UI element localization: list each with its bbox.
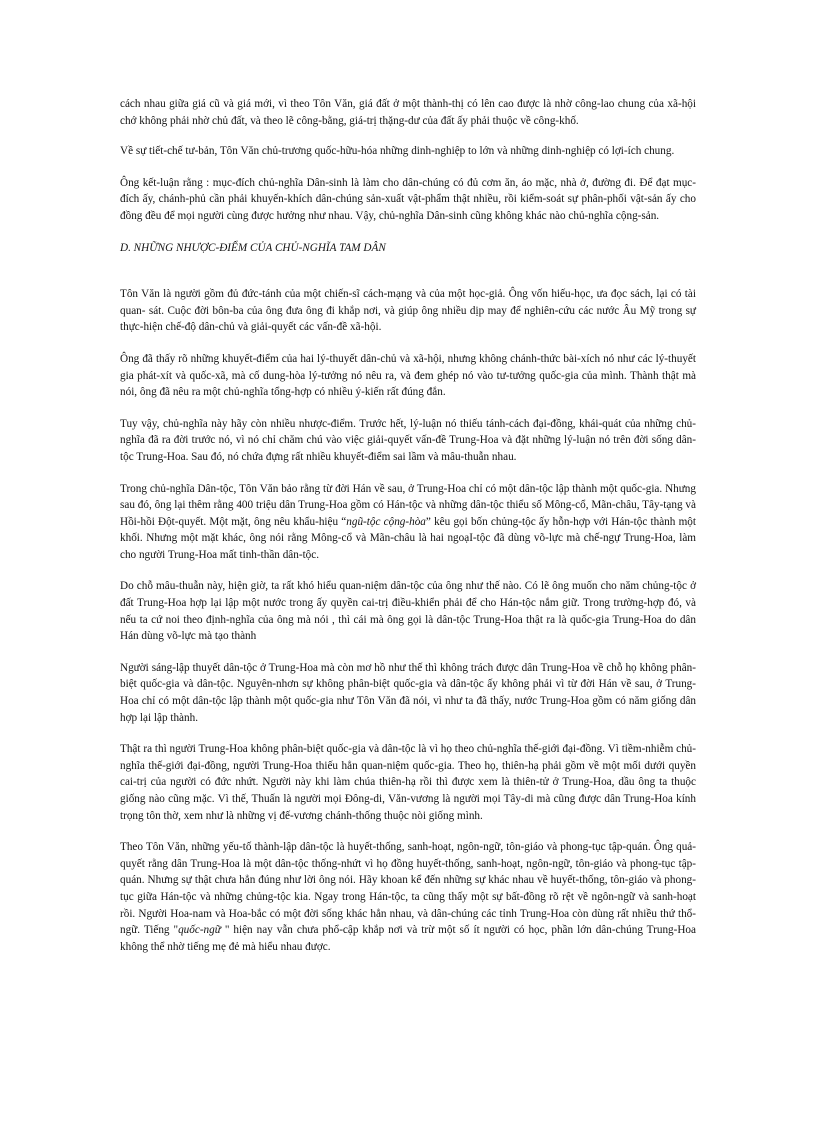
- paragraph-universalism: Thật ra thì người Trung-Hoa không phân-biệt quốc-gia và dân-tộc là vì họ theo chủ-nghĩa thế-giới đại-đồng. Vì tiềm-nhiễm chủ-nghĩa thế-giới đại-đồng, người Trung-Hoa thiếu hẳn quan-niệm quốc-gia. Theo họ, thiên-hạ phải gồm về một mối dưới quyền cai-trị của người có đức nhứt. Người này khi làm chúa thiên-hạ rồi thì được xem là thiên-tử ở Trung-Hoa, dầu ông ta thuộc giống nào cũng mặc. Vì thế, Thuấn là người mọi Đông-di, Văn-vương là người mọi Tây-di mà cũng được dân Trung-Hoa kính trọng tôn thờ, xem như là những vị đế-vương chánh-thống thuộc nòi giống mình.: [120, 743, 696, 822]
- paragraph-nationalism-contradiction: [120, 481, 696, 564]
- paragraph-land-value: cách nhau giữa giá cũ và giá mới, vì theo Tôn Văn, giá đất ở một thành-thị có lên cao được là nhờ công-lao chung của xã-hội chớ không phải nhờ chủ đất, và theo lẽ công-bằng, giá-trị thặng-dư của đất ấy phải thuộc về công-khố.: [120, 98, 696, 127]
- paragraph-text-part: " hiện nay vẫn chưa phổ-cập khắp nơi và trừ một số ít người có học, phần lớn dân-chúng Trung-Hoa không thể nhờ tiếng mẹ đẻ mà hiểu nhau được.: [120, 924, 696, 953]
- paragraph-italic-term: quốc-ngữ: [178, 924, 221, 937]
- paragraph-nation-elements: [120, 839, 696, 955]
- section-heading: D. NHỮNG NHƯỢC-ĐIỂM CỦA CHỦ-NGHĨA TAM DÂN: [120, 241, 386, 254]
- paragraph-weaknesses-intro: Tuy vậy, chủ-nghĩa này hãy còn nhiều nhược-điểm. Trước hết, lý-luận nó thiếu tánh-cách đại-đồng, khái-quát của những chủ-nghĩa đã ra đời trước nó, vì nó chỉ chăm chú vào việc giải-quyết vấn-đề Trung-Hoa và đặt những lý-luận nó trên đời sống dân-tộc Trung-Hoa. Sau đó, nó chứa đựng rất nhiều khuyết-điểm sai lầm và mâu-thuẫn nhau.: [120, 417, 696, 463]
- paragraph-text-part: Trong chủ-nghĩa Dân-tộc, Tôn Văn bảo rằng từ đời Hán về sau, ở Trung-Hoa chỉ có một dân-tộc lập thành một quốc-gia. Nhưng sau đó, ông lại thêm rằng 400 triệu dân Trung-Hoa gồm có Hán-tộc và những dân-tộc thiểu số Mông-cổ, Mãn-châu, Tây-tạng và Hồi-hồi Đột-quyết. Một mặt, ông nêu khẩu-hiệu “: [120, 482, 696, 528]
- paragraph-nation-vs-state: Người sáng-lập thuyết dân-tộc ở Trung-Hoa mà còn mơ hồ như thế thì không trách được dân Trung-Hoa về chỗ họ không phân-biệt quốc-gia và dân-tộc. Nguyên-nhơn sự không phân-biệt quốc-gia và dân-tộc ấy không phải vì từ đời Hán về sau, ở Trung-Hoa chỉ có một dân-tộc lập thành một quốc-gia như Tôn Văn đã nói, vì như ta đã thấy, nước Trung-Hoa gồm có năm giống dân hợp lại lập thành.: [120, 661, 696, 724]
- paragraph-text-part: ” kêu gọi bốn chủng-tộc ấy hỗn-hợp với Hán-tộc thành một khối. Nhưng một mặt khác, ông nói rằng Mông-cổ và Mãn-châu là hai ngoạI-tộc đã dùng võ-lực mà chế-ngự Trung-Hoa, làm cho người Trung-Hoa mất tinh-thần dân-tộc.: [120, 515, 696, 561]
- paragraph-capital-control: Về sự tiết-chế tư-bản, Tôn Văn chủ-trương quốc-hữu-hóa những dinh-nghiệp to lớn và những dinh-nghiệp có lợi-ích chung.: [120, 145, 675, 158]
- paragraph-sun-yat-sen-character: Tôn Văn là người gồm đủ đức-tánh của một chiến-sĩ cách-mạng và của một học-giả. Ông vốn hiếu-học, ưa đọc sách, lại có tài quan- sát. Cuộc đời bôn-ba của ông đưa ông đi khắp nơi, và giúp ông nhiều dịp may để nghiên-cứu các nước Âu Mỹ trong sự thực-hiện chế-độ dân-chủ và giải-quyết các vấn-đề xã-hội.: [120, 288, 696, 334]
- paragraph-text-part: Theo Tôn Văn, những yếu-tố thành-lập dân-tộc là huyết-thống, sanh-hoạt, ngôn-ngữ, tôn-giáo và phong-tục tập-quán. Ông quả-quyết rằng dân Trung-Hoa là một dân-tộc thống-nhứt vì họ đồng huyết-thống, sanh-hoạt, ngôn-ngữ, tôn-giáo và phong-tục tập-quán. Nhưng sự thật chưa hẳn đúng như lời ông nói. Hãy khoan kể đến những sự khác nhau về huyết-thống, tôn-giáo và phong-tục giữa Hán-tộc và những chủng-tộc kia. Ngay trong Hán-tộc, ta cũng thấy một sự bất-đồng rõ rệt về ngôn-ngữ và sanh-hoạt rồi. Người Hoa-nam và Hoa-bắc có một đời sống khác hẳn nhau, và dân-chúng các tỉnh Trung-Hoa còn dùng rất nhiều thứ thổ-ngữ. Tiếng ": [120, 841, 696, 937]
- document-page: [120, 96, 696, 970]
- paragraph-weaknesses-of-theories: Ông đã thấy rõ những khuyết-điểm của hai lý-thuyết dân-chủ và xã-hội, nhưng không chánh-thức bài-xích nó như các lý-thuyết gia phát-xít và quốc-xã, mà cố dung-hòa lý-tưởng nó nêu ra, và đem ghép nó vào tư-tưởng quốc-gia của mình. Thành thật mà nói, ông đã nêu ra một chủ-nghĩa tổng-hợp có nhiều ý-kiến rất đúng đắn.: [120, 352, 696, 399]
- paragraph-italic-slogan: ngũ-tộc cộng-hòa: [346, 515, 426, 528]
- paragraph-conclusion: Ông kết-luận rằng : mục-đích chủ-nghĩa Dân-sinh là làm cho dân-chúng có đủ cơm ăn, áo mặc, nhà ở, đường đi. Để đạt mục-đích ấy, chánh-phủ cần phải khuyến-khích dân-chúng sản-xuất vật-phẩm thật nhiều, rồi kiểm-soát sự phân-phối vật-sản ấy cho đồng đều để mọi người cùng được hưởng như nhau. Vậy, chủ-nghĩa Dân-sinh cũng không khác nào chủ-nghĩa cộng-sản.: [120, 176, 696, 222]
- paragraph-nation-concept: Do chỗ mâu-thuẫn này, hiện giờ, ta rất khó hiểu quan-niệm dân-tộc của ông như thế nào. Có lẽ ông muốn cho năm chủng-tộc ở đất Trung-Hoa hợp lại lập một nước trong ấy quyền cai-trị điều-khiển phải để cho Hán-tộc nắm giữ. Trong trường-hợp đó, và nếu ta cứ noi theo định-nghĩa của ông mà nói , thì cái mà ông gọi là dân-tộc Trung-Hoa thật ra là quốc-gia Trung-Hoa do dân Hán dùng võ-lực mà tạo thành: [120, 580, 696, 643]
